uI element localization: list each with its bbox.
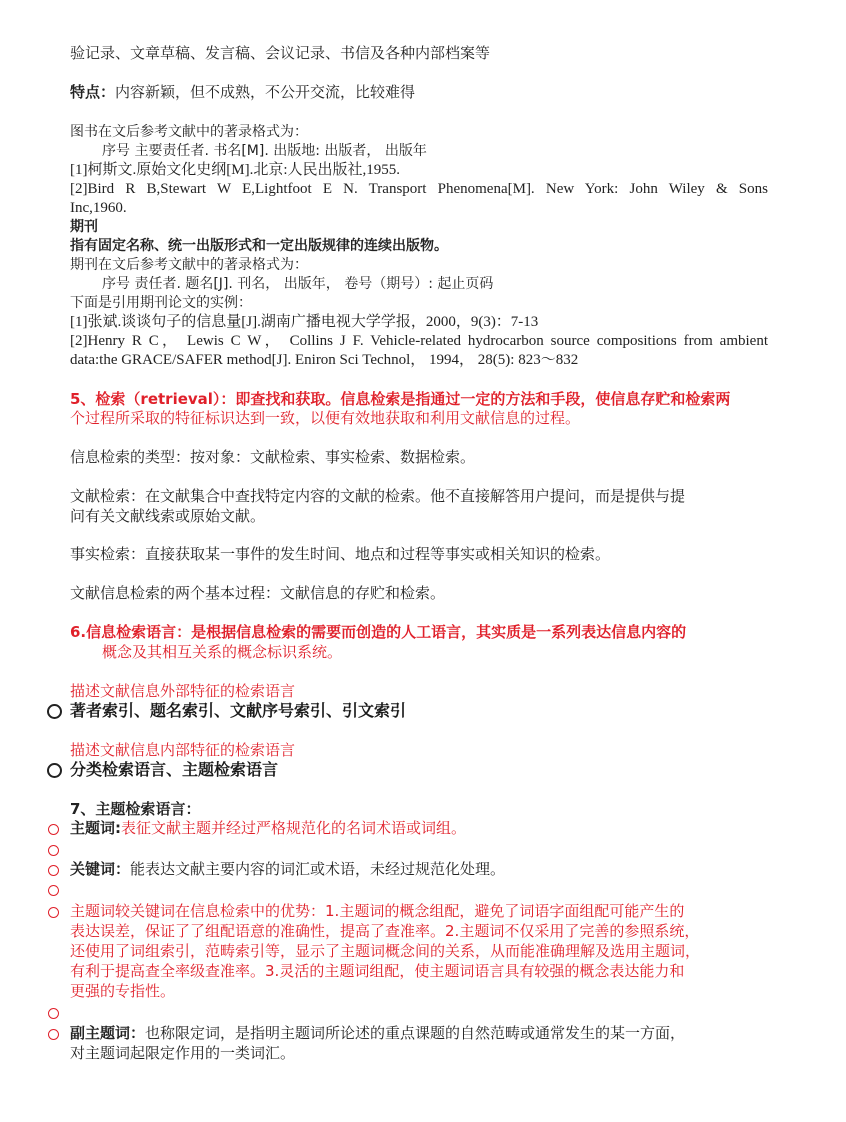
section-heading: 期刊 — [70, 219, 98, 235]
list-item-cont: 有利于提高查全率级查准率。3.灵活的主题词组配，使主题词语言具有较强的概念表达能力和 — [70, 962, 685, 980]
text-line: 图书在文后参考文献中的著录格式为： — [70, 124, 308, 140]
section-6-line: 概念及其相互关系的概念标识系统。 — [102, 643, 343, 661]
definition-line: 指有固定名称、统一出版形式和一定出版规律的连续出版物。 — [70, 238, 448, 254]
reference-line: data:the GRACE/SAFER method[J]. Eniron Sci Technol， 1994， 28(5): 823～832 — [70, 352, 579, 368]
section-5-text: 5、检索（retrieval）：即查找和获取。信息检索是指通过一定的方法和手段，使信息存贮和检索两 — [70, 390, 731, 408]
term-label: 主题词: — [70, 819, 121, 837]
subheading-red: 描述文献信息外部特征的检索语言 — [70, 682, 296, 700]
list-item-cont: 更强的专指性。 — [70, 982, 176, 1000]
list-item-cont: 表达误差，保证了了组配语意的准确性，提高了查准率。2.主题词不仅采用了完善的参照系统， — [70, 922, 700, 940]
reference-line: Inc,1960. — [70, 200, 127, 216]
list-item — [70, 1024, 685, 1043]
section-5-line — [70, 390, 730, 409]
subheading-red: 描述文献信息内部特征的检索语言 — [70, 741, 296, 759]
list-item: 主题词较关键词在信息检索中的优势：1.主题词的概念组配，避免了词语字面组配可能产生的 — [70, 902, 685, 920]
text-line: 文献信息检索的两个基本过程：文献信息的存贮和检索。 — [70, 584, 446, 602]
text-line: 期刊在文后参考文献中的著录格式为： — [70, 257, 308, 273]
reference-line: [2]Bird R B,Stewart W E,Lightfoot E N. Transport Phenomena[M]. New York: John Wiley & Sons — [70, 181, 768, 197]
bullet-icon — [48, 845, 59, 856]
section-7-heading: 7、主题检索语言： — [70, 800, 201, 818]
features-label: 特点： — [70, 83, 116, 101]
text-line: 问有关文献线索或原始文献。 — [70, 507, 266, 525]
bullet-icon — [48, 1008, 59, 1019]
section-6-line: 6.信息检索语言：是根据信息检索的需要而创造的人工语言，其实质是一系列表达信息内容的 — [70, 623, 687, 641]
bullet-icon — [48, 865, 59, 876]
format-line: 序号 责任者. 题名[J]. 刊名， 出版年， 卷号（期号）: 起止页码 — [102, 276, 494, 292]
list-item-cont: 对主题词起限定作用的一类词汇。 — [70, 1044, 296, 1062]
bullet-icon — [48, 824, 59, 835]
list-item — [70, 860, 505, 879]
term-text: 表征文献主题并经过严格规范化的名词术语或词组。 — [121, 819, 467, 837]
list-item: 著者索引、题名索引、文献序号索引、引文索引 — [70, 701, 407, 720]
bullet-icon — [48, 1029, 59, 1040]
text-line: 下面是引用期刊论文的实例： — [70, 295, 252, 311]
list-item — [70, 819, 466, 838]
features-text: 内容新颖，但不成熟，不公开交流，比较难得 — [115, 83, 416, 101]
bullet-icon — [48, 885, 59, 896]
text-line: 文献检索：在文献集合中查找特定内容的文献的检索。他不直接解答用户提问，而是提供与提 — [70, 487, 686, 505]
text-line: 事实检索：直接获取某一事件的发生时间、地点和过程等事实或相关知识的检索。 — [70, 545, 611, 563]
term-text: 也称限定词，是指明主题词所论述的重点课题的自然范畴或通常发生的某一方面， — [145, 1024, 686, 1042]
bullet-icon — [48, 907, 59, 918]
section-5-line: 个过程所采取的特征标识达到一致，以便有效地获取和利用文献信息的过程。 — [70, 409, 581, 427]
text-line: 信息检索的类型：按对象：文献检索、事实检索、数据检索。 — [70, 448, 476, 466]
format-line: 序号 主要责任者. 书名[M]. 出版地: 出版者， 出版年 — [102, 143, 427, 159]
reference-line: [2]Henry R C， Lewis C W， Collins J F. Vehicle-related hydrocarbon source compositions from ambient — [70, 333, 768, 349]
reference-line: [1]张斌.谈谈句子的信息量[J].湖南广播电视大学学报，2000，9(3)：7-13 — [70, 314, 539, 330]
term-label: 副主题词： — [70, 1024, 146, 1042]
list-item-cont: 还使用了词组索引，范畴索引等，显示了主题词概念间的关系，从而能准确理解及选用主题词， — [70, 942, 701, 960]
features-line — [70, 83, 415, 102]
text-line: 验记录、文章草稿、发言稿、会议记录、书信及各种内部档案等 — [70, 44, 491, 62]
bullet-icon — [47, 704, 62, 719]
term-text: 能表达文献主要内容的词汇或术语，未经过规范化处理。 — [130, 860, 506, 878]
list-item: 分类检索语言、主题检索语言 — [70, 760, 279, 779]
bullet-icon — [47, 763, 62, 778]
reference-line: [1]柯斯文.原始文化史纲[M].北京:人民出版社,1955. — [70, 162, 400, 178]
term-label: 关键词： — [70, 860, 131, 878]
